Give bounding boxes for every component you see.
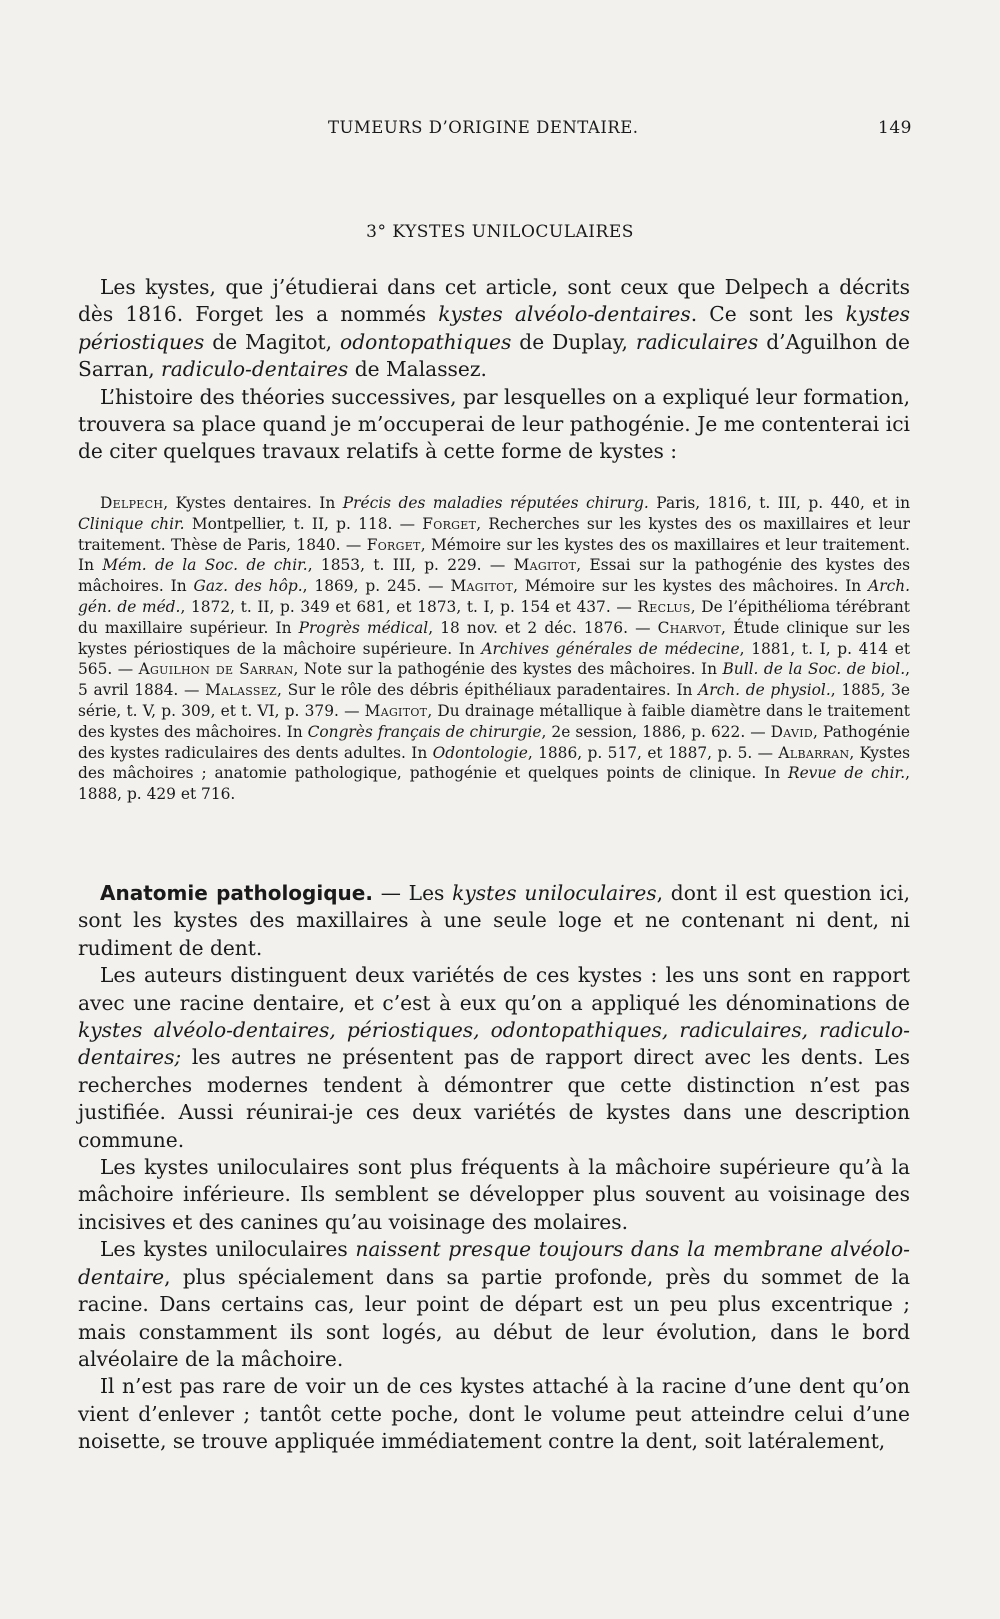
italic-run: Clinique chir. [78,514,185,533]
author-name: Forget [422,514,477,533]
italic-run: naissent presque toujours dans la membrane alvéolo-dentaire [78,1237,910,1289]
text-run: de Malassez. [348,357,487,382]
text-run: , Kystes des mâchoires ; anatomie pathologique, pathogénie et quelques points de clinique. In [78,743,910,783]
text-run: Les kystes uniloculaires sont plus fréquents à la mâchoire supérieure qu’à la mâchoire inférieure. Ils semblent se développer plus souvent au voisinage des incisives et des canines qu’au voisinage des molaires. [78,1155,910,1234]
text-run: , 18 nov. et 2 déc. 1876. — [428,618,658,637]
anatomie-section [78,880,910,1456]
italic-run: Arch. gén. de méd. [78,577,911,616]
italic-run: kystes alvéolo-dentaires, périostiques, odontopathiques, radiculaires, radiculo-dentaires; [78,1018,910,1070]
italic-run: Bull. de la Soc. de biol. [722,660,906,679]
italic-run: kystes périostiques [78,302,911,354]
text-run: , 1885, 3e série, t. V, p. 309, et t. VI, p. 379. — [78,681,910,720]
author-name: Forget [366,535,421,554]
text-run: , Mémoire sur les kystes des mâchoires. In [513,577,869,596]
anatomie-paragraph [78,1236,910,1373]
text-run: Les kystes, que j’étudierai dans cet article, sont ceux que Delpech a décrits dès 1816. Forget les a nommés [78,275,910,327]
italic-run: kystes alvéolo-dentaires [438,302,691,327]
anatomie-paragraph [78,1373,910,1455]
text-run: — Les [372,881,453,905]
text-run: , 1872, t. II, p. 349 et 681, et 1873, t. I, p. 154 et 437. — [180,597,638,616]
text-run: Les kystes uniloculaires [100,1237,356,1262]
text-run: , 1853, t. III, p. 229. — [307,556,514,575]
text-run: , 1881, t. I, p. 414 et 565. — [78,639,911,679]
text-run: , 2e session, 1886, p. 622. — [541,722,771,741]
italic-run: Arch. de physiol. [698,681,831,700]
page-number: 149 [878,118,912,138]
bibliography-paragraph [78,493,910,805]
italic-run: radiculo-dentaires [161,357,349,382]
anatomie-paragraph [78,880,910,962]
run-in-heading: Anatomie pathologique. [100,881,373,905]
text-run: de Duplay, [511,329,636,354]
author-name: Magitot [513,556,577,575]
text-run: , 1869, p. 245. — [302,577,451,596]
intro-paragraph [78,384,910,466]
italic-run: Congrès français de chirurgie [307,722,542,741]
text-run: , 5 avril 1884. — [78,660,910,700]
italic-run: Revue de chir. [787,764,906,783]
author-name: Albarran [778,743,850,762]
anatomie-paragraph [78,1154,910,1236]
text-run: , 1888, p. 429 et 716. [78,764,911,804]
text-run: d’Aguilhon de Sarran, [78,329,910,382]
text-run: , Du drainage métallique à faible diamètre dans le traitement des kystes des mâchoires. In [78,701,910,741]
running-title: TUMEURS D’ORIGINE DENTAIRE. [328,118,639,137]
bibliography [78,493,910,805]
text-run: L’histoire des théories successives, par lesquelles on a expliqué leur formation, trouvera sa place quand je m’occuperai de leur pathogénie. Je me contenterai ici de citer quelques travaux relatifs à cette forme de kystes : [78,384,910,464]
text-run: , Mémoire sur les kystes des os maxillaires et leur traitement. In [78,535,910,575]
author-name: Magitot [450,577,514,596]
text-run: , Essai sur la pathogénie des kystes des mâchoires. In [78,556,910,596]
text-run: , dont il est question ici, sont les kystes des maxillaires à une seule loge et ne contenant ni dent, ni rudiment de dent. [78,881,910,960]
author-name: Reclus [637,597,691,616]
italic-run: Précis des maladies réputées chirurg. [342,494,649,512]
text-run: , De l’épithélioma térébrant du maxillaire supérieur. In [78,597,910,637]
italic-run: odontopathiques [340,329,512,354]
section-heading: 3° KYSTES UNILOCULAIRES [366,222,634,242]
text-run: Paris, 1816, t. III, p. 440, et in [648,494,910,512]
italic-run: Gaz. des hôp. [193,577,303,596]
anatomie-paragraph [78,962,910,1154]
text-run: de Magitot, [204,329,341,354]
text-run: , Note sur la pathogénie des kystes des mâchoires. In [293,660,723,679]
text-run: , 1886, p. 517, et 1887, p. 5. — [527,743,779,762]
text-run: , Étude clinique sur les kystes périostiques de la mâchoire supérieure. In [78,618,911,658]
italic-run: Mém. de la Soc. de chir. [102,556,308,575]
author-name: Aguilhon de Sarran [138,660,294,679]
text-run: Montpellier, t. II, p. 118. — [184,514,423,533]
intro-paragraph [78,274,910,384]
text-run: , Kystes dentaires. In [163,494,343,512]
italic-run: radiculaires [635,329,759,354]
author-name: Magitot [364,701,428,720]
text-run: . Ce sont les [690,302,846,327]
text-run: , Sur le rôle des débris épithéliaux paradentaires. In [277,681,699,700]
text-run: , plus spécialement dans sa partie profonde, près du sommet de la racine. Dans certains cas, leur point de départ est un peu plus excentrique ; mais constamment ils sont logés, au début de leur évolution, dans le bord alvéolaire de la mâchoire. [78,1264,910,1371]
author-name: Delpech [100,494,164,512]
intro-text [78,274,910,466]
italic-run: kystes uniloculaires [452,881,657,905]
italic-run: Progrès médical [298,618,429,637]
text-run: , Recherches sur les kystes des os maxillaires et leur traitement. Thèse de Paris, 1840. — [78,514,910,554]
text-run: Les auteurs distinguent deux variétés de ces kystes : les uns sont en rapport avec une racine dentaire, et c’est à eux qu’on a appliqué les dénominations de [78,963,910,1015]
text-run: les autres ne présentent pas de rapport direct avec les dents. Les recherches modernes tendent à démontrer que cette distinction n’est pas justifiée. Aussi réunirai-je ces deux variétés de kystes dans une description commune. [78,1045,910,1152]
author-name: Malassez [205,681,277,700]
italic-run: Archives générales de médecine [481,639,740,658]
italic-run: Odontologie [432,743,528,762]
text-run: , Pathogénie des kystes radiculaires des dents adultes. In [78,722,911,762]
author-name: Charvot [657,618,722,637]
author-name: David [770,722,813,741]
text-run: Il n’est pas rare de voir un de ces kystes attaché à la racine d’une dent qu’on vient d’enlever ; tantôt cette poche, dont le volume peut atteindre celui d’une noisette, se trouve appliquée immédiatement contre la dent, soit latéralement, [78,1374,910,1454]
